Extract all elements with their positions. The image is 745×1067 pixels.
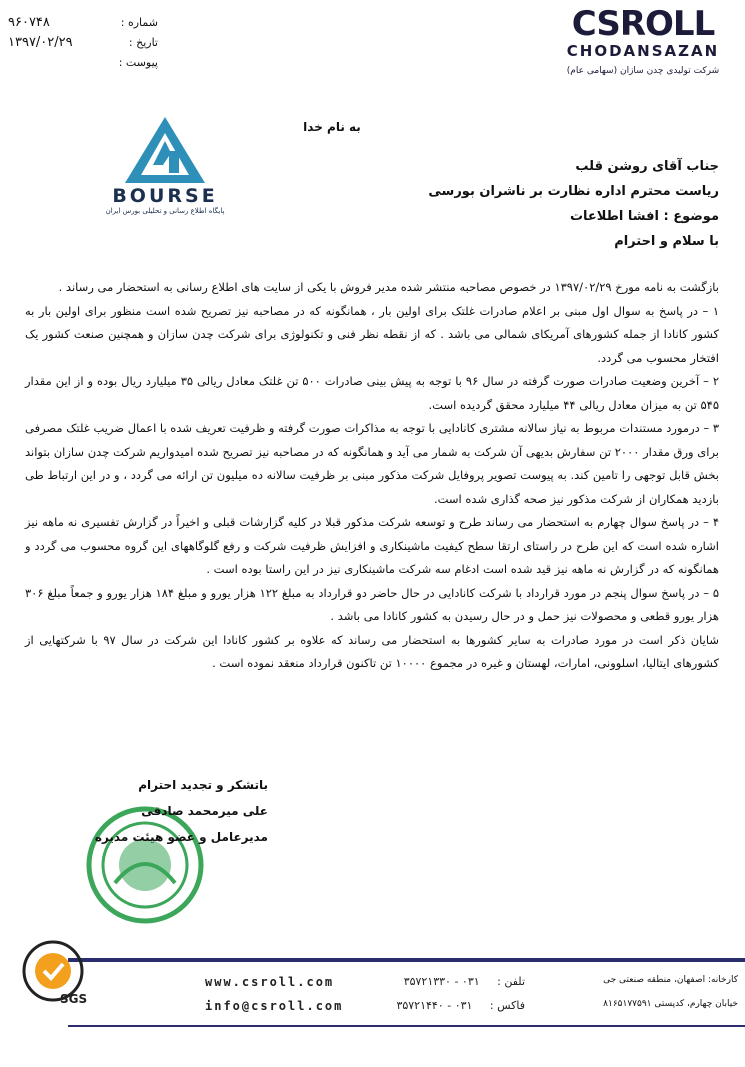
letter-body xyxy=(25,120,719,676)
recipient-title: ریاست محترم اداره نظارت بر ناشران بورسی xyxy=(428,184,719,199)
company-sub-logo: CHODANSAZAN xyxy=(566,42,720,60)
signature-block xyxy=(68,772,268,850)
letter-number-value: ۹۶۰۷۴۸ xyxy=(8,14,50,30)
letter-attachment-label: پیوست : xyxy=(118,55,158,69)
bourse-wordmark: BOURSE xyxy=(112,185,218,207)
footer-divider-bottom xyxy=(68,1025,745,1027)
signature-title: مدیرعامل و عضو هیئت مدیره xyxy=(94,830,268,844)
letter-greeting: با سلام و احترام xyxy=(614,234,719,249)
paragraph-1: ۱ – در پاسخ به سوال اول مبنی بر اعلام صادرات غلتک برای اولین بار ، همانگونه که در مصاحبه نیز تصریح شده است منظور برای اولین بار به کشور کانادا از جمله کشورهای آمریکای شمالی می باشد . که از نقطه نظر فنی و تکنولوژی برای شرکت چدن سازان و همچنین صنعت کشور یک افتخار محسوب می گردد. xyxy=(25,303,719,365)
company-logo: CSROLL xyxy=(571,4,715,44)
bourse-tagline: پایگاه اطلاع رسانی و تحلیلی بورس ایران xyxy=(105,207,225,215)
letter-meta xyxy=(8,12,158,72)
signature-name: علی میرمحمد صادقی xyxy=(141,804,268,818)
signature-closing: باتشکر و تجدید احترام xyxy=(138,778,268,792)
bismillah: به نام خدا xyxy=(303,120,361,134)
company-name-fa: شرکت تولیدی چدن سازان (سهامی عام) xyxy=(566,66,720,76)
letter-subject: موضوع : افشا اطلاعات xyxy=(569,209,719,224)
company-logo-block xyxy=(563,6,723,76)
paragraph-closing-note: شایان ذکر است در مورد صادرات به سایر کشورها به استحضار می رساند که علاوه بر کشور کانادا این شرکت در سال ۹۷ با شرکتهایی از کشورهای ایتالیا، اسلوونی، امارات، لهستان و غیره در مجموع ۱۰۰۰۰ تن تاکنون قرارداد منعقد نموده است . xyxy=(25,632,720,670)
fax-value: ۰۳۱ - ۳۵۷۲۱۴۴۰ xyxy=(396,999,473,1012)
tel-value: ۰۳۱ - ۳۵۷۲۱۳۳۰ xyxy=(403,975,480,988)
paragraph-2: ۲ – آخرین وضعیت صادرات صورت گرفته در سال ۹۶ با توجه به پیش بینی صادرات ۵۰۰ تن غلتک معادل ریالی ۳۵ میلیارد ریال بوده و از این مقدار ۵۴۵ تن به میزان معادل ریالی ۴۴ میلیارد محقق گردیده است. xyxy=(25,374,719,412)
recipient-name: جناب آقای روشن قلب xyxy=(575,159,719,174)
paragraph-intro: بازگشت به نامه مورخ ۱۳۹۷/۰۲/۲۹ در خصوص مصاحبه منتشر شده مدیر فروش با یکی از سایت های اطلاع رسانی به استحضار می رساند . xyxy=(58,280,719,294)
footer-tel xyxy=(375,975,525,988)
letter-date-label: تاریخ : xyxy=(128,35,158,49)
footer-divider-top xyxy=(68,958,745,962)
letter-number-label: شماره : xyxy=(120,15,158,29)
letter-paragraphs xyxy=(25,276,719,676)
footer-address-line1: کارخانه: اصفهان، منطقه صنعتی جی xyxy=(603,975,738,985)
fax-label: فاکس : xyxy=(489,999,525,1012)
footer-fax xyxy=(375,999,525,1012)
footer-email[interactable]: info@csroll.com xyxy=(205,999,344,1013)
footer-website[interactable]: www.csroll.com xyxy=(205,975,335,989)
tel-label: تلفن : xyxy=(497,975,525,988)
letter-date-value: ۱۳۹۷/۰۲/۲۹ xyxy=(8,34,73,50)
paragraph-5: ۵ – در پاسخ سوال پنجم در مورد قرارداد با شرکت کانادایی در حال حاضر دو قرارداد به مبلغ ۱۲۲ هزار یورو و مبلغ ۱۸۴ هزار یورو و جمعاً مبلغ ۳۰۶ هزار یورو قطعی و محصولات نیز حمل و در حال رسیدن به کشور کانادا می باشد . xyxy=(25,585,719,623)
paragraph-4: ۴ – در پاسخ سوال چهارم به استحضار می رساند طرح و توسعه شرکت مذکور قبلا در کلیه گزارشات قبلی و اخیراً در گزارش تفسیری نه ماهه نیز اشاره شده است که این طرح در راستای ارتقا سطح کیفیت ماشینکاری و افزایش ظرفیت شرکت و رفع گلوگاههای این گروه محسوب می گردد و همانگونه که در گزارش نه ماهه نیز قید شده است ادغام سه شرکت ماشینکاری نیز در این راستا بوده است . xyxy=(25,515,719,576)
sgs-label: SGS xyxy=(60,992,88,1006)
footer-address-line2: خیابان چهارم، کدپستی ۸۱۶۵۱۷۷۵۹۱ xyxy=(603,999,738,1009)
paragraph-3: ۳ – درمورد مستندات مربوط به نیاز سالانه مشتری کانادایی با توجه به مذاکرات صورت گرفته و ظرفیت تعریف شده با اعمال ضریب غلتک مصرفی برای ورق مقدار ۲۰۰۰ تن سفارش بدیهی آن شرکت به شمار می آید و همانگونه که در مصاحبه نیز تصریح شده امیدواریم شرکت چدن سازان بتواند بخش قابل توجهی را تامین کند. به پیوست تصویر پروفایل شرکت مذکور مبنی بر ظرفیت سالانه ده میلیون تن ارائه می گردد ، و در این ارتباط طی بازدید همکاران از شرکت مذکور نیز صحه گذاری شده است. xyxy=(25,421,719,506)
